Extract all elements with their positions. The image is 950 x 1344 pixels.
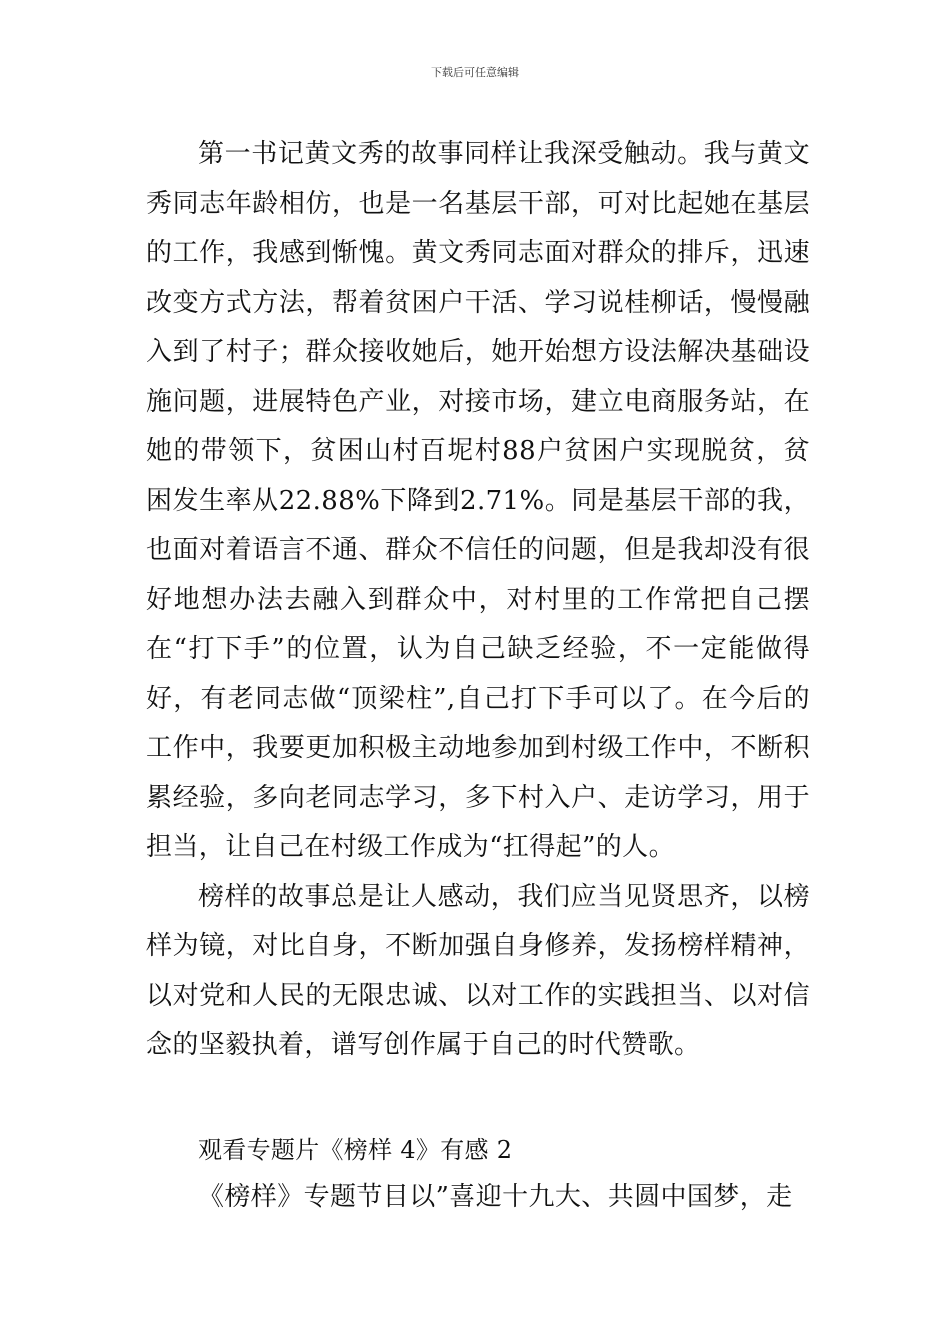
paragraph-role-models: 榜样的故事总是让人感动，我们应当见贤思齐，以榜样为镜，对比自身，不断加强自身修养，发扬榜样精神，以对党和人民的无限忠诚、以对工作的实践担当、以对信念的坚毅执着，谱写创作属于自己的时代赞歌。 [146,881,810,1060]
section-title: 观看专题片《榜样 4》有感 2 [198,1135,513,1164]
paragraph-huang-wenxiu: 第一书记黄文秀的故事同样让我深受触动。我与黄文秀同志年龄相仿，也是一名基层干部，可对比起她在基层的工作，我感到惭愧。黄文秀同志面对群众的排斥，迅速改变方式方法，帮着贫困户干活、学习说桂柳话，慢慢融入到了村子；群众接收她后，她开始想方设法解决基础设施问题，进展特色产业，对接市场，建立电商服务站，在她的带领下，贫困山村百坭村88户贫困户实现脱贫，贫困发生率从22.88%下降到2.71%。同是基层干部的我，也面对着语言不通、群众不信任的问题，但是我却没有很好地想办法去融入到群众中，对村里的工作常把自己摆在“打下手”的位置，认为自己缺乏经验，不一定能做得好，有老同志做“顶梁柱”,自己打下手可以了。在今后的工作中，我要更加积极主动地参加到村级工作中，不断积累经验，多向老同志学习，多下村入户、走访学习，用于担当，让自己在村级工作成为“扛得起”的人。 [146,139,810,862]
paragraph-program-intro: 《榜样》专题节目以”喜迎十九大、共圆中国梦，走 [198,1181,793,1212]
page-header: 下载后可任意编辑 [431,66,519,79]
document-body [146,130,810,1222]
